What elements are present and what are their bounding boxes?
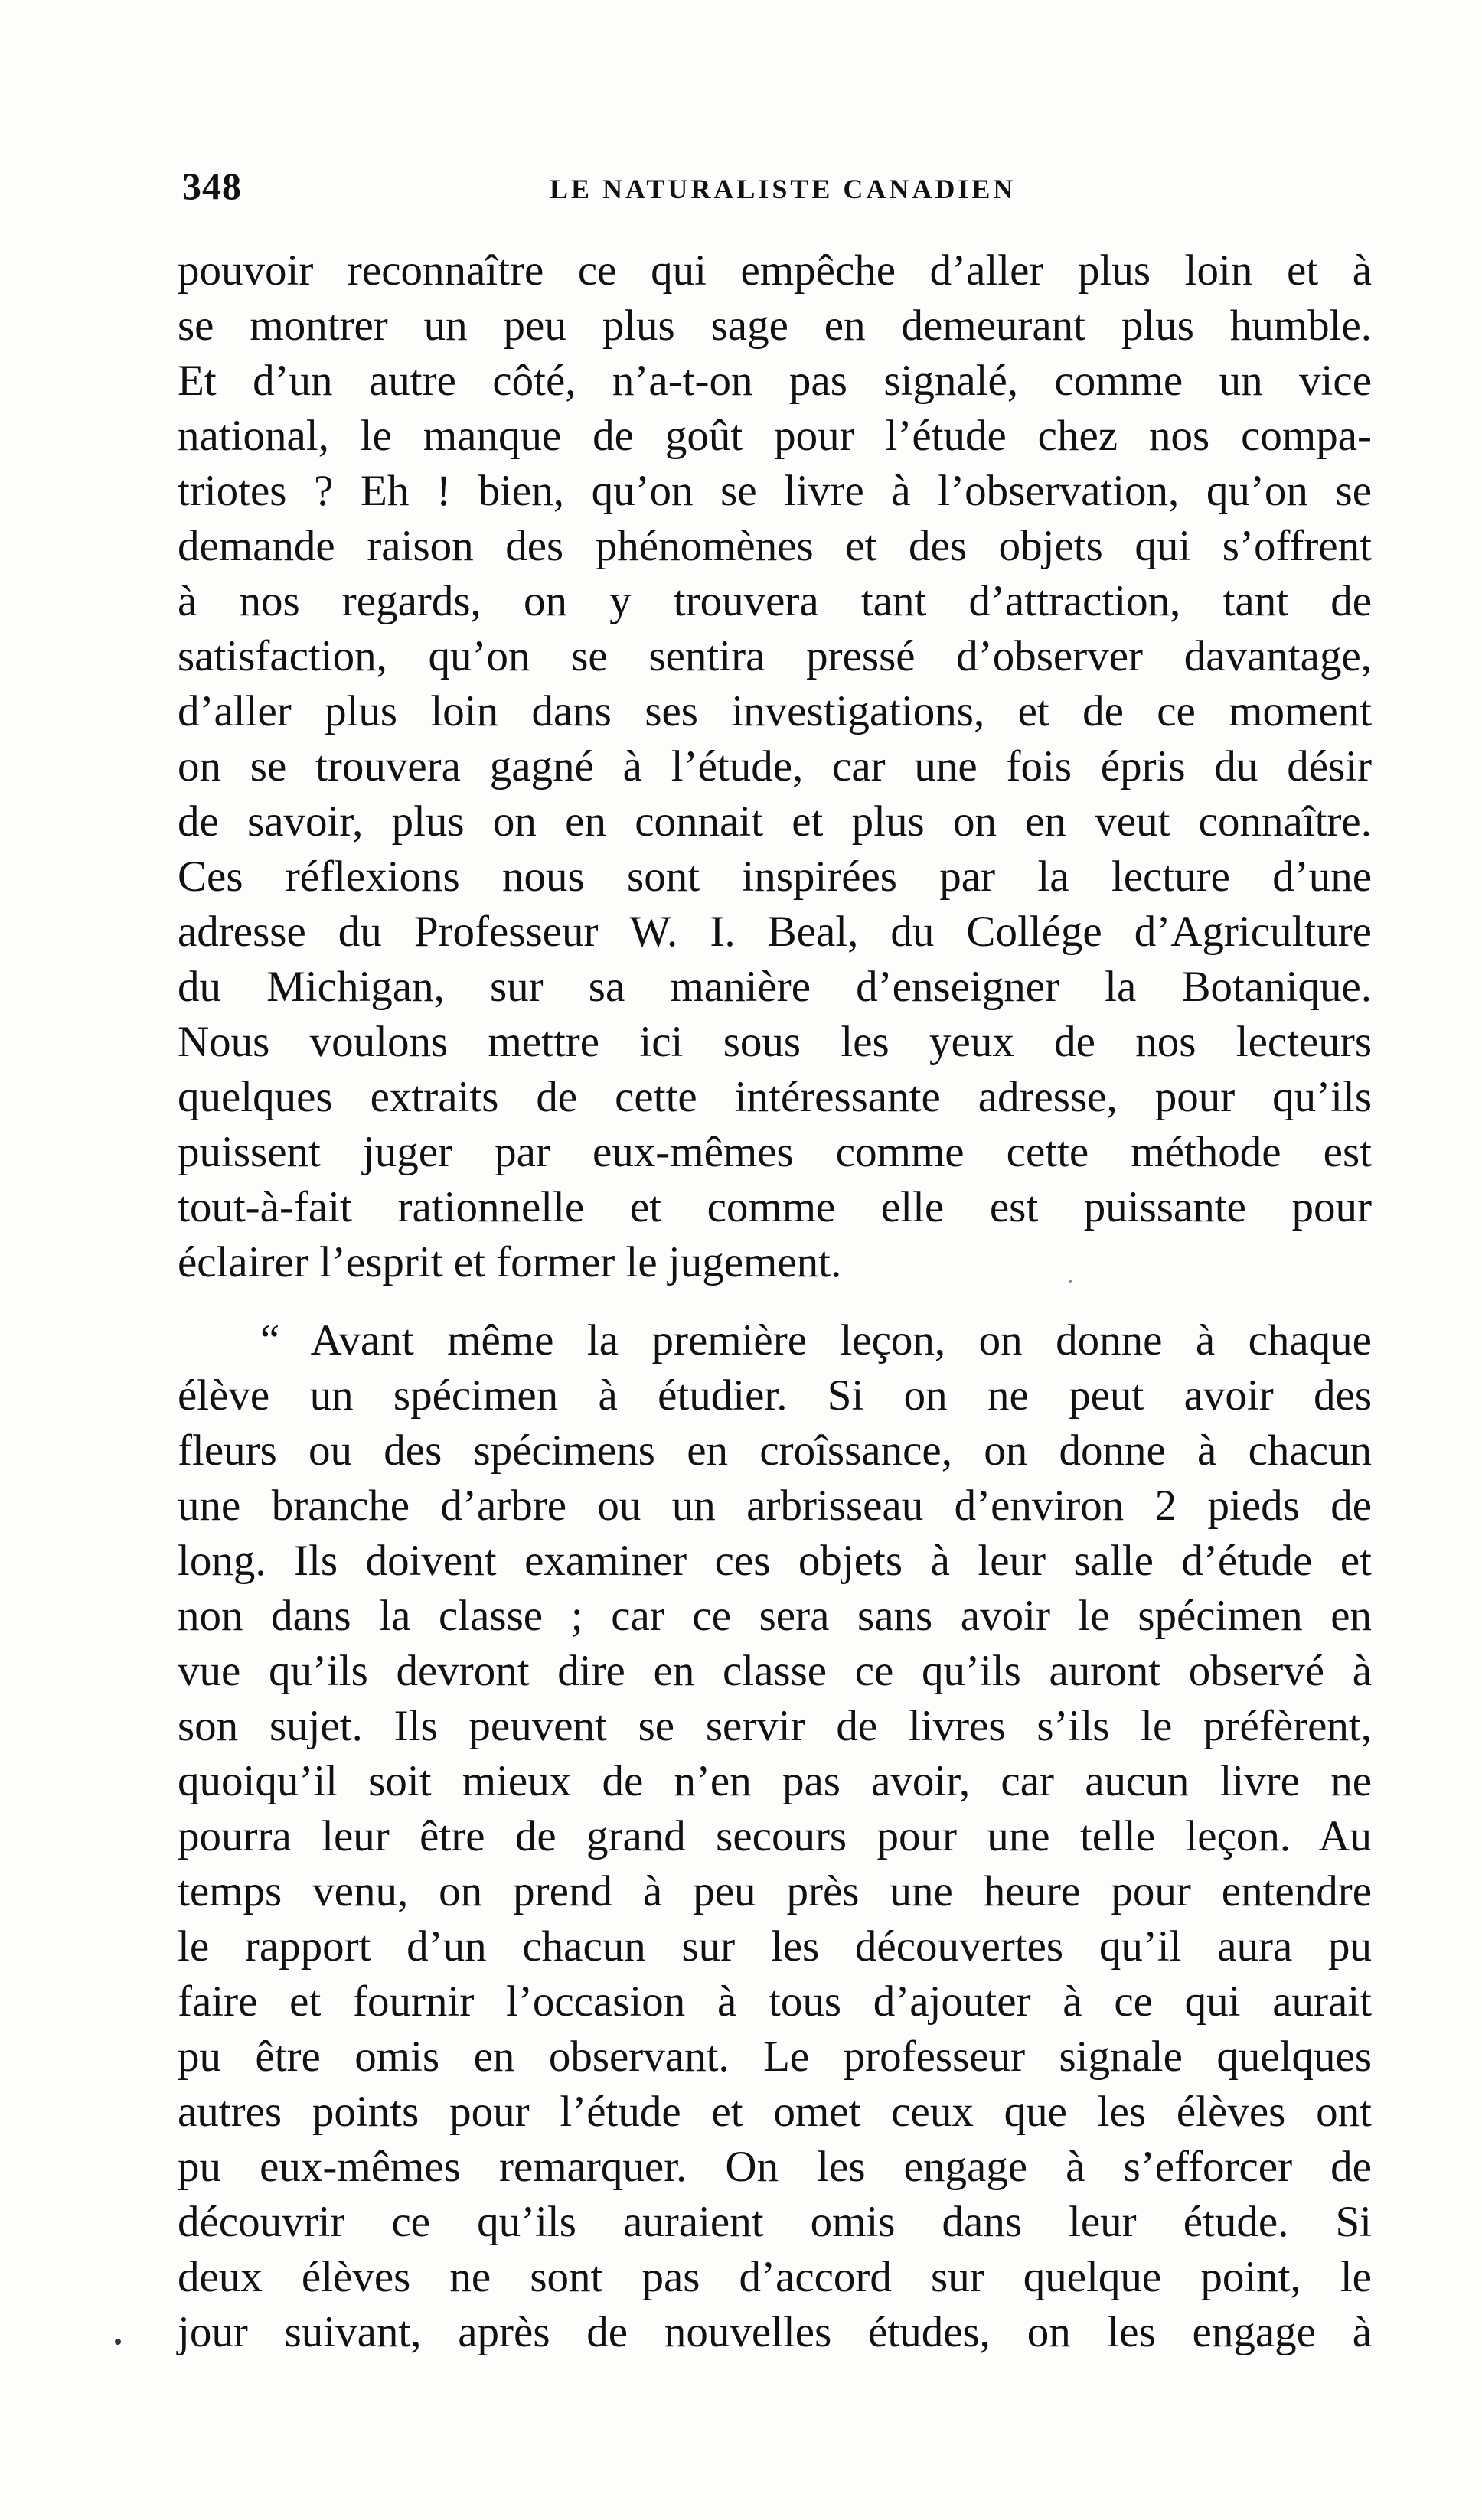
text-line: demande raison des phénomènes et des objets qui s’offrent bbox=[178, 522, 1372, 570]
text-line: son sujet. Ils peuvent se servir de livres s’ils le préfèrent, bbox=[178, 1702, 1372, 1750]
text-line: vue qu’ils devront dire en classe ce qu’ils auront observé à bbox=[178, 1647, 1372, 1695]
body-text bbox=[178, 243, 1372, 2360]
text-line: d’aller plus loin dans ses investigations, et de ce moment bbox=[178, 687, 1372, 735]
text-line: puissent juger par eux-mêmes comme cette méthode est bbox=[178, 1128, 1372, 1176]
text-line: satisfaction, qu’on se sentira pressé d’observer davantage, bbox=[178, 632, 1372, 680]
text-line: autres points pour l’étude et omet ceux que les élèves ont bbox=[178, 2088, 1372, 2136]
text-line: le rapport d’un chacun sur les découvertes qu’il aura pu bbox=[178, 1922, 1372, 1971]
text-line: deux élèves ne sont pas d’accord sur quelque point, le bbox=[178, 2253, 1372, 2301]
text-line: éclairer l’esprit et former le jugement. bbox=[178, 1238, 842, 1286]
page-number: 348 bbox=[182, 165, 242, 207]
text-line: élève un spécimen à étudier. Si on ne peut avoir des bbox=[178, 1371, 1372, 1420]
text-line: quelques extraits de cette intéressante adresse, pour qu’ils bbox=[178, 1073, 1372, 1121]
text-line: quoiqu’il soit mieux de n’en pas avoir, car aucun livre ne bbox=[178, 1757, 1372, 1805]
paragraph-gap bbox=[178, 1290, 1372, 1313]
text-line: jour suivant, après de nouvelles études, on les engage à bbox=[178, 2308, 1372, 2356]
text-line: adresse du Professeur W. I. Beal, du Collége d’Agriculture bbox=[178, 908, 1372, 956]
text-line: se montrer un peu plus sage en demeurant plus humble. bbox=[178, 302, 1372, 350]
text-line: Ces réflexions nous sont inspirées par la lecture d’une bbox=[178, 852, 1372, 901]
journal-title: LE NATURALISTE CANADIEN bbox=[550, 174, 1017, 204]
text-line: national, le manque de goût pour l’étude chez nos compa- bbox=[178, 412, 1372, 460]
text-line: temps venu, on prend à peu près une heure pour entendre bbox=[178, 1867, 1372, 1915]
text-line: Et d’un autre côté, n’a-t-on pas signalé, comme un vice bbox=[178, 357, 1372, 405]
text-line: pu eux-mêmes remarquer. On les engage à s’efforcer de bbox=[178, 2143, 1372, 2191]
text-line: découvrir ce qu’ils auraient omis dans leur étude. Si bbox=[178, 2198, 1372, 2246]
text-line: faire et fournir l’occasion à tous d’ajouter à ce qui aurait bbox=[178, 1977, 1372, 2026]
text-line: pourra leur être de grand secours pour une telle leçon. Au bbox=[178, 1812, 1372, 1860]
paragraph-2 bbox=[178, 1313, 1372, 2360]
text-line: triotes ? Eh ! bien, qu’on se livre à l’observation, qu’on se bbox=[178, 467, 1372, 515]
running-head bbox=[182, 164, 1376, 217]
text-line: tout-à-fait rationnelle et comme elle est puissante pour bbox=[178, 1183, 1372, 1231]
text-line: fleurs ou des spécimens en croîssance, on donne à chacun bbox=[178, 1426, 1372, 1475]
text-line: non dans la classe ; car ce sera sans avoir le spécimen en bbox=[178, 1592, 1372, 1640]
paragraph-1 bbox=[178, 243, 1372, 1290]
text-line: du Michigan, sur sa manière d’enseigner la Botanique. bbox=[178, 963, 1372, 1011]
text-line: “ Avant même la première leçon, on donne à chaque bbox=[260, 1316, 1372, 1364]
margin-mark bbox=[115, 2339, 121, 2345]
text-line: à nos regards, on y trouvera tant d’attraction, tant de bbox=[178, 577, 1372, 625]
text-line: de savoir, plus on en connait et plus on en veut connaître. bbox=[178, 797, 1372, 846]
text-line: long. Ils doivent examiner ces objets à leur salle d’étude et bbox=[178, 1537, 1372, 1585]
ink-speck bbox=[1069, 1280, 1072, 1283]
text-line: on se trouvera gagné à l’étude, car une fois épris du désir bbox=[178, 742, 1372, 791]
text-line: pu être omis en observant. Le professeur signale quelques bbox=[178, 2033, 1372, 2081]
text-line: Nous voulons mettre ici sous les yeux de nos lecteurs bbox=[178, 1018, 1372, 1066]
text-line: une branche d’arbre ou un arbrisseau d’environ 2 pieds de bbox=[178, 1482, 1372, 1530]
text-line: pouvoir reconnaître ce qui empêche d’aller plus loin et à bbox=[178, 246, 1372, 295]
